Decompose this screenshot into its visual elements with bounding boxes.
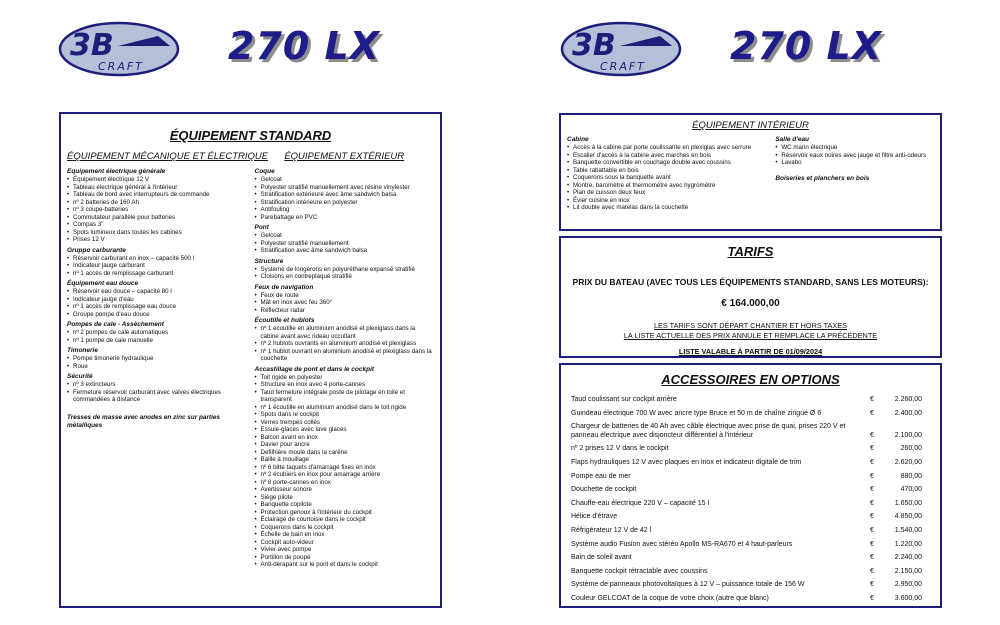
currency-symbol: € (870, 554, 874, 562)
accessory-price: 2.950,00 (894, 581, 922, 589)
list-item: • Escalier d'accès à la cabine avec marches en bois (567, 152, 765, 160)
list-item: • nº 1 accès de remplissage carburant (67, 270, 247, 278)
list-item: • Parebattage en PVC (255, 214, 435, 222)
list-item: • Feux de route (255, 292, 435, 300)
salle-eau-column (775, 135, 934, 212)
list-item: • Coquerons sous la banquette avant (567, 174, 765, 182)
accessory-price: 1.650,00 (894, 499, 922, 507)
equipment-section (255, 317, 435, 363)
cabine-heading: Cabine (567, 136, 589, 143)
section-heading: Sécurité (67, 373, 93, 380)
exterior-title: ÉQUIPEMENT EXTÉRIEUR (284, 151, 405, 162)
section-heading: Coque (254, 168, 275, 175)
accessory-price: 2.100,00 (894, 431, 922, 439)
currency-symbol: € (870, 396, 874, 403)
section-heading: Timonerie (67, 347, 98, 354)
list-item: • Éclairage de courtoisie dans le cockpit (255, 516, 435, 524)
list-item: • Roue (67, 363, 247, 371)
model-name: 270 LX (228, 24, 381, 68)
list-item: • Échelle de bain en inox (255, 531, 435, 539)
currency-symbol: € (870, 567, 874, 575)
accessories-box (559, 363, 942, 608)
list-item: • Avertisseur sonore (255, 486, 435, 494)
list-item: • Commutateur parallèle pour batteries (67, 214, 247, 222)
list-item: • Spots dans le cockpit (255, 411, 435, 419)
zinc-anodes-note: Tresses de masse avec anodes en zinc sur parties métalliques (67, 413, 220, 429)
list-item: • nº 3 extincteurs (67, 381, 247, 389)
accessory-price: 880,00 (900, 472, 922, 480)
list-item: • Réflecteur radar (255, 307, 435, 315)
list-item: • Banquette convertible en couchage double avec coussins (567, 159, 765, 167)
accessory-price: 2.260,00 (894, 396, 922, 403)
accessory-row (561, 445, 940, 454)
accessories-title: ACCESSOIRES EN OPTIONS (661, 372, 840, 387)
accessory-name: Banquette cockpit rétractable avec coussins (571, 567, 708, 575)
list-item: • Verres trempés collés (255, 419, 435, 427)
equipment-list (67, 176, 247, 244)
accessory-name: Chargeur de batteries de 40 Ah avec câble électrique avec prise de quai, prises 220 V et panneau électrique avec disjoncteur différentiel à l'intérieur (571, 423, 846, 439)
tarifs-title: TARIFS (727, 244, 774, 259)
equipment-list (255, 292, 435, 315)
accessory-price: 4.850,00 (894, 513, 922, 521)
currency-symbol: € (870, 526, 874, 534)
equipment-list (255, 325, 435, 363)
boiseries-heading: Boiseries et planchers en bois (775, 174, 870, 182)
equipment-section (255, 168, 435, 221)
section-heading: Gruppo carburante (67, 246, 126, 254)
equipment-section (67, 247, 247, 278)
list-item: • Toit rigide en polyester (255, 374, 435, 382)
list-item: • Équipement électrique 12 V (67, 176, 247, 184)
list-item: • nº 2 batteries de 160 Ah (67, 199, 247, 207)
list-item: • Gelcoat (255, 232, 435, 240)
equipment-list (67, 329, 247, 344)
list-item: • Compas 3" (67, 221, 247, 229)
list-item: • Tableau de bord avec interrupteurs de commande (67, 191, 247, 199)
list-item: • Antifouling (255, 206, 435, 214)
brand-logo (560, 20, 682, 78)
list-item: • Gelcoat (255, 176, 435, 184)
accessory-name: nº 2 prises 12 V dans le cockpit (571, 445, 669, 453)
equipment-section (67, 280, 247, 318)
list-item: • Cloisons en contreplaqué stratifié (255, 273, 435, 281)
list-item: • Réservoir eau douce – capacité 80 l (67, 288, 247, 296)
equipment-list (67, 355, 247, 370)
list-item: • Portillon de poupe (255, 554, 435, 562)
brand-logo (58, 20, 180, 78)
equipment-section (67, 168, 247, 244)
accessory-name: Douchette de cockpit (571, 486, 637, 494)
accessory-price: 2.400,00 (894, 409, 922, 417)
list-item: • Structure en inox avec 4 porte-cannes (255, 381, 435, 389)
list-item: • Indicateur jauge carburant (67, 262, 247, 270)
list-item: • Prises 12 V (67, 236, 247, 244)
list-item: • Cockpit auto-videur (255, 539, 435, 547)
tarif-note-2: LA LISTE ACTUELLE DES PRIX ANNULE ET REMPLACE LA PRÉCÉDENTE (623, 331, 878, 340)
list-item: • nº 6 bitte taquets d'amarrage fixes en inox (255, 464, 435, 472)
tarif-note-1: LES TARIFS SONT DÉPART CHANTIER ET HORS TAXES (653, 321, 847, 330)
equipment-section (255, 224, 435, 255)
list-item: • Accès à la cabine par porte coulissante en plexiglas avec serrure (567, 144, 765, 152)
list-item: • Pompe timonerie hydraulique (67, 355, 247, 363)
list-item: • Taud fermeture intégrale poste de pilotage en toile et transparent (255, 389, 435, 404)
interior-equipment-box (559, 113, 942, 231)
list-item: • Évier cuisine en inox (567, 197, 765, 205)
accessory-price: 470,00 (900, 486, 922, 494)
accessory-row (561, 459, 940, 468)
list-item: • Protection genoux à l'intérieur du cockpit (255, 509, 435, 517)
cabine-column (567, 135, 765, 212)
list-item: • Tableau électrique général à l'intérieur (67, 184, 247, 192)
model-name: 270 LX (730, 24, 883, 68)
equipment-section (67, 347, 247, 370)
list-item: • Balcon avant en inox (255, 434, 435, 442)
salle-eau-list (775, 144, 934, 167)
equipment-list (67, 381, 247, 404)
accessory-name: Hélice d'étrave (571, 513, 618, 521)
accessory-name: Pompe eau de mer (571, 472, 631, 480)
equipment-section (67, 373, 247, 404)
currency-symbol: € (870, 581, 874, 589)
equipment-list (255, 232, 435, 255)
accessory-price: 2.150,00 (894, 567, 922, 575)
accessory-name: Couleur GELCOAT de la coque de votre choix (autre que blanc) (571, 594, 769, 602)
accessory-name: Flaps hydrauliques 12 V avec plaques en inox et indicateur digitale de trim (571, 458, 802, 466)
accessory-row (561, 513, 940, 522)
accessory-row (561, 541, 940, 550)
list-item: • nº 3 coupe-batteries (67, 206, 247, 214)
mech-elec-title: ÉQUIPEMENT MÉCANIQUE ET ÉLECTRIQUE (67, 151, 269, 162)
list-item: • Fermeture réservoir carburant avec valves électriques commandées à distance (67, 389, 247, 404)
list-item: • Plan de cuisson deux feux (567, 189, 765, 197)
list-item: • nº 1 écoutille en aluminium anodisé dans le toit rigide (255, 404, 435, 412)
svg-text:3B: 3B (572, 28, 616, 63)
list-item: • nº 8 porte-cannes en inox (255, 479, 435, 487)
list-item: • Siège pilote (255, 494, 435, 502)
accessory-price: 260,00 (900, 445, 922, 453)
list-item: • Stratification avec âme sandwich balsa (255, 247, 435, 255)
list-item: • Coquerons dans le cockpit (255, 524, 435, 532)
equipment-list (255, 374, 435, 569)
list-item: • nº 1 accès de remplissage eau douce (67, 303, 247, 311)
list-item: • Groupe pompe d'eau douce (67, 311, 247, 319)
list-item: • Banquette copilote (255, 501, 435, 509)
price-label: PRIX DU BATEAU (AVEC TOUS LES ÉQUIPEMENTS STANDARD, SANS LES MOTEURS): (572, 277, 929, 287)
list-item: • Stratification extérieure avec âme sandwich balsa (255, 191, 435, 199)
accessory-row (561, 423, 940, 440)
list-item: • nº 1 écoutille en aluminium anodisé et plexiglass dans la cabine avant avec rideau occultant (255, 325, 435, 340)
list-item: • Spots lumineux dans toutes les cabines (67, 229, 247, 237)
currency-symbol: € (870, 513, 874, 521)
accessory-row (561, 500, 940, 509)
list-item: • Lit double avec matelas dans la couchette (567, 204, 765, 212)
list-item: • Polyester stratifié manuellement (255, 240, 435, 248)
logo-emblem-icon (58, 20, 180, 78)
currency-symbol: € (870, 472, 874, 480)
accessory-price: 2.240,00 (894, 554, 922, 562)
equipment-section (67, 321, 247, 344)
list-item: • nº 2 hublots ouvrants en aluminium anodisé et plexiglass (255, 340, 435, 348)
equipment-list (255, 266, 435, 281)
standard-equipment-box (59, 112, 442, 608)
list-item: • Vivier avec pompe (255, 546, 435, 554)
list-item: • nº 2 pompes de cale automatiques (67, 329, 247, 337)
list-item: • Lavabo (775, 159, 934, 167)
section-heading: Pont (254, 224, 269, 231)
equipment-list (255, 176, 435, 221)
accessory-row (561, 396, 940, 405)
logo-emblem-icon (560, 20, 682, 78)
accessory-row (561, 473, 940, 482)
accessory-row (561, 595, 940, 604)
accessory-name: Chauffe-eau électrique 220 V – capacité 15 l (571, 499, 710, 507)
section-heading: Accastillage de pont et dans le cockpit (254, 365, 375, 373)
list-item: • Anti-dérapant sur le pont et dans le cockpit (255, 561, 435, 569)
accessory-row (561, 410, 940, 419)
accessory-price: 3.600,00 (894, 594, 922, 602)
equipment-list (67, 255, 247, 278)
salle-eau-heading: Salle d'eau (775, 136, 810, 143)
accessory-row (561, 486, 940, 495)
svg-text:CRAFT: CRAFT (98, 60, 144, 73)
list-item: • Stratification intérieure en polyester (255, 199, 435, 207)
standard-equipment-title: ÉQUIPEMENT STANDARD (169, 128, 332, 143)
currency-symbol: € (870, 409, 874, 417)
accessory-name: Système de panneaux photovoltaïques à 12 V – puissance totale de 156 W (571, 581, 805, 589)
accessory-row (561, 568, 940, 577)
equipment-section (255, 366, 435, 569)
svg-text:CRAFT: CRAFT (600, 60, 646, 73)
accessory-price: 1.220,00 (894, 540, 922, 548)
cabine-list (567, 144, 765, 212)
section-heading: Pompes de cale - Assèchement (67, 321, 164, 328)
tarifs-box (559, 236, 942, 358)
accessory-name: Taud coulissant sur cockpit arrière (571, 396, 677, 403)
equipment-section (255, 258, 435, 281)
accessory-row (561, 527, 940, 536)
list-item: • Table rabattable en bois (567, 167, 765, 175)
list-item: • nº 1 hublot ouvrant en aluminium anodisé et plexiglass dans la couchette (255, 348, 435, 363)
accessory-price: 2.620,00 (894, 458, 922, 466)
accessory-name: Réfrigérateur 12 V de 42 l (571, 526, 652, 534)
list-item: • Réservoir eaux noires avec jauge et filtre anti-odeurs (775, 152, 934, 160)
currency-symbol: € (870, 458, 874, 466)
currency-symbol: € (870, 499, 874, 507)
equipment-list (67, 288, 247, 318)
accessory-row (561, 554, 940, 563)
list-item: • Polyester stratifié manuellement avec résine vinylester (255, 184, 435, 192)
list-item: • Réservoir carburant en inox – capacité 500 l (67, 255, 247, 263)
list-item: • Mât en inox avec feu 360° (255, 299, 435, 307)
accessory-price: 1.540,00 (894, 526, 922, 534)
section-heading: Equipement électrique générale (67, 168, 166, 175)
boat-price: € 164.000,00 (721, 298, 780, 309)
section-heading: Structure (254, 257, 284, 265)
equipment-section (255, 284, 435, 315)
currency-symbol: € (870, 594, 874, 602)
list-item: • Essuie-glaces avec lave glaces (255, 426, 435, 434)
list-item: • nº 2 écubiers en inox pour amarrage arrière (255, 471, 435, 479)
svg-text:3B: 3B (70, 28, 114, 63)
exterior-column (255, 151, 435, 569)
section-heading: Feux de navigation (254, 283, 314, 291)
list-item: • nº 1 pompe de cale manuelle (67, 337, 247, 345)
list-item: • Indicateur jauge d'eau (67, 296, 247, 304)
list-item: • Système de longerons en polyuréthane expansé stratifié (255, 266, 435, 274)
section-heading: Équipement eau douce (67, 280, 139, 287)
section-heading: Écoutille et hublots (254, 317, 315, 324)
currency-symbol: € (870, 486, 874, 494)
list-item: • WC marin électrique (775, 144, 934, 152)
currency-symbol: € (870, 540, 874, 548)
list-item: • Defilhière moulé dans la carène (255, 449, 435, 457)
list-item: • Davier pour ancre (255, 441, 435, 449)
list-item: • Baille à mouillage (255, 456, 435, 464)
accessory-row (561, 581, 940, 590)
accessory-name: Guindeau électrique 700 W avec ancre type Bruce et 50 m de chaîne zingué Ø 6 (571, 409, 822, 417)
currency-symbol: € (870, 431, 874, 439)
accessory-name: Système audio Fusion avec stéréo Apollo MS-RA670 et 4 haut-parleurs (571, 540, 793, 548)
currency-symbol: € (870, 445, 874, 453)
validity-date: LISTE VALABLE À PARTIR DE 01/09/2024 (678, 347, 823, 356)
list-item: • Montre, baromètre et thermomètre avec hygromètre (567, 182, 765, 190)
interior-equipment-title: ÉQUIPEMENT INTÉRIEUR (692, 120, 809, 131)
accessory-name: Bain de soleil avant (571, 554, 632, 562)
